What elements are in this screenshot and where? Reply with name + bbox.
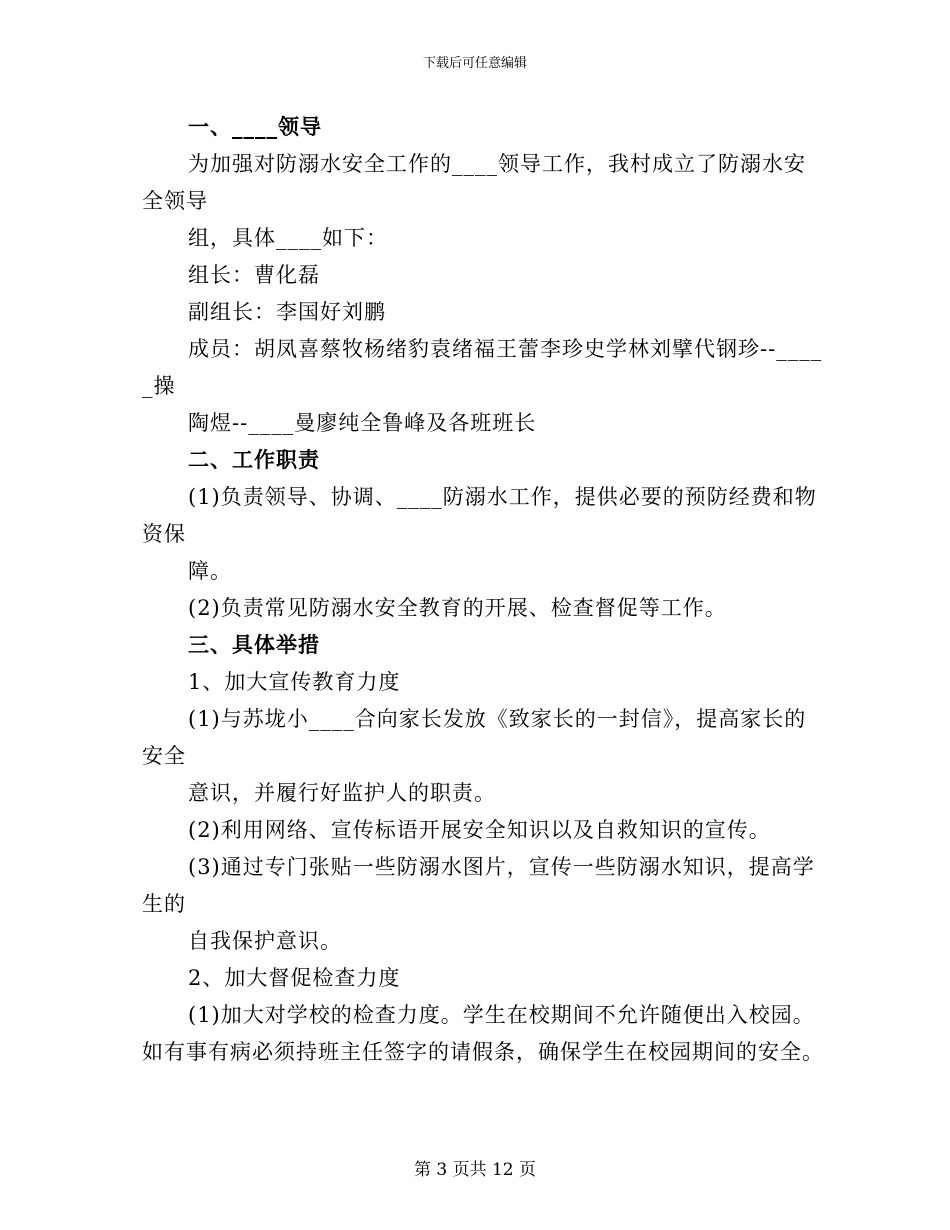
paragraph-line: 全领导 — [142, 189, 208, 213]
paragraph-line: 成员：胡凤喜蔡牧杨绪豹袁绪福王蕾李珍史学林刘擘代钢珍--____ — [188, 337, 823, 361]
paragraph-line: (2)利用网络、宣传标语开展安全知识以及自救知识的宣传。 — [188, 818, 771, 842]
paragraph-line: (1)负责领导、协调、____防溺水工作，提供必要的预防经费和物 — [188, 485, 817, 509]
section-heading-3: 三、具体举措 — [188, 632, 320, 657]
paragraph-line: (1)与苏垅小____合向家长发放《致家长的一封信》，提高家长的 — [188, 707, 807, 731]
section-heading-2: 二、工作职责 — [188, 447, 320, 472]
paragraph-line: _操 — [142, 374, 176, 398]
paragraph-line: 陶煜--____曼廖纯全鲁峰及各班班长 — [188, 411, 537, 435]
page-header: 下载后可任意编辑 — [422, 56, 527, 71]
paragraph-line: (3)通过专门张贴一些防溺水图片，宣传一些防溺水知识，提高学 — [188, 855, 815, 879]
paragraph-line: 为加强对防溺水安全工作的____领导工作，我村成立了防溺水安 — [188, 152, 806, 176]
paragraph-line: 意识，并履行好监护人的职责。 — [188, 781, 496, 805]
paragraph-line: 生的 — [142, 892, 186, 916]
paragraph-line: 障。 — [188, 559, 232, 583]
paragraph-line: 副组长：李国好刘鹏 — [188, 300, 386, 324]
paragraph-line: 组，具体____如下： — [188, 226, 388, 250]
paragraph-line: 安全 — [142, 744, 186, 768]
paragraph-line: (2)负责常见防溺水安全教育的开展、检查督促等工作。 — [188, 596, 727, 620]
subsection-heading: 1、加大宣传教育力度 — [188, 670, 401, 694]
subsection-heading: 2、加大督促检查力度 — [188, 966, 401, 990]
page-footer: 第 3 页共 12 页 — [413, 1160, 537, 1180]
paragraph-line: 资保 — [142, 522, 186, 546]
paragraph-line: 自我保护意识。 — [188, 929, 342, 953]
section-heading-1: 一、____领导 — [188, 114, 322, 139]
paragraph-line: 如有事有病必须持班主任签字的请假条，确保学生在校园期间的安全。 — [142, 1040, 824, 1064]
paragraph-line: 组长：曹化磊 — [188, 263, 320, 287]
paragraph-line: (1)加大对学校的检查力度。学生在校期间不允许随便出入校园。 — [188, 1003, 815, 1027]
